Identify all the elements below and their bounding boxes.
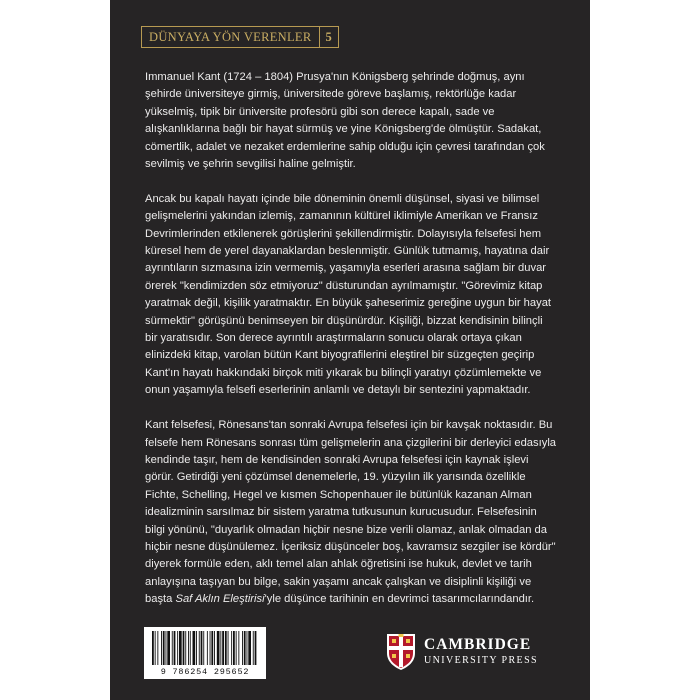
paragraph-3-text: Kant felsefesi, Rönesans'tan sonraki Avrupa felsefesi için bir kavşak noktasıdır. Bu felsefe hem Rönesans sonrası tüm gelişmelerin ana çizgilerini bir derleyici edasıyla kendinde taşır, hem de kendisinden sonraki Avrupa felsefesi için kaynak işlevi görür. Getirdiği yeni çözümsel denemelerle, 19. yüzyılın ilk yarısında özellikle Fichte, Schelling, Hegel ve kısmen Schopenhauer ile bütünlük kazanan Alman idealizminin sarsılmaz bir sistem yaratma tutkusunun kurucusudur. Felsefesinin bilgi yönünü, "duyarlık olmadan hiçbir nesne bize verili olamaz, anlak olmadan da hiçbir nesne düşünülemez. İçeriksiz düşünceler boş, kavramsız sezgiler ise kördür" diyerek formüle eden, aklı temel alan ahlak öğretisini ise hukuk, devlet ve tarih anlayışına taşıyan bu bilge, sakin yaşamı ancak çalışkan ve disiplinli kişiliği ve başta [145,419,557,606]
publisher-subtitle: UNIVERSITY PRESS [424,655,538,666]
barcode-icon [150,631,260,665]
paragraph-3 [145,417,557,608]
publisher-name: CAMBRIDGE [424,636,532,653]
series-name: DÜNYAYA YÖN VERENLER [149,29,312,44]
book-title-italic: Saf Aklın Eleştirisi [175,593,265,606]
back-cover [110,0,590,700]
series-label [141,26,339,48]
blurb-text [145,69,557,626]
paragraph-3-ending: 'yle düşünce tarihinin en devrimci tasarımcılarındandır. [264,593,535,606]
paragraph-2 [145,191,557,400]
series-number: 5 [319,27,339,47]
paragraph-1-text: Immanuel Kant (1724 – 1804) Prusya'nın Königsberg şehrinde doğmuş, aynı şehirde üniversiteye girmiş, üniversitede göreve başlamış, rektörlüğe kadar yükselmiş, tipik bir üniversite profesörü gibi son derece kapalı, sade ve alışkanlıklarına bağlı bir hayat sürmüş ve yine Königsberg'de ölmüştür. Sadakat, cömertlik, adalet ve nezaket erdemlerine sahip olduğu için çevresi tarafından çok sevilmiş ve şehrin sevgilisi haline gelmiştir. [145,71,545,171]
cambridge-shield-icon [386,633,416,671]
publisher-logo [386,630,566,674]
paragraph-2-text: Ancak bu kapalı hayatı içinde bile döneminin önemli düşünsel, siyasi ve bilimsel gelişmelerini yakından izlemiş, zamanının kültürel iklimiyle Amerikan ve Fransız Devrimlerinden etkilenerek görüşlerini şekillendirmiştir. Dolayısıyla felsefesi hem küresel hem de yerel dayanaklardan beslenmiştir. Günlük tutmamış, hayatına dair ayrıntıların sızmasına izin vermemiş, yaşamıyla eserleri arasına sağlam bir duvar örerek "kendimizden söz etmiyoruz" düsturundan ayrılmamıştır. "Görevimiz kitap yaratmak değil, kişilik yaratmaktır. En büyük şaheserimiz gereğine uygun bir hayat sürmektir" görüşünü benimseyen bir düşünürdür. Kişiliği, bizzat kendisinin bilinçli bir yaratısıdır. Son derece ayrıntılı araştırmaların sonucu olarak ortaya çıkan elinizdeki kitap, varolan bütün Kant biyografilerini eleştirel bir süzgeçten geçirip Kant'ın hayatı hakkındaki birçok miti yıkarak bu bilinçli yaratıyı çözümlemekte ve onun yaşamıyla felsefi eserlerinin anlamlı ve detaylı bir sentezini yapmaktadır. [145,192,552,397]
isbn-digits: 9 786254 295652 [160,667,250,677]
paragraph-1 [145,69,557,173]
isbn-barcode [144,627,266,679]
